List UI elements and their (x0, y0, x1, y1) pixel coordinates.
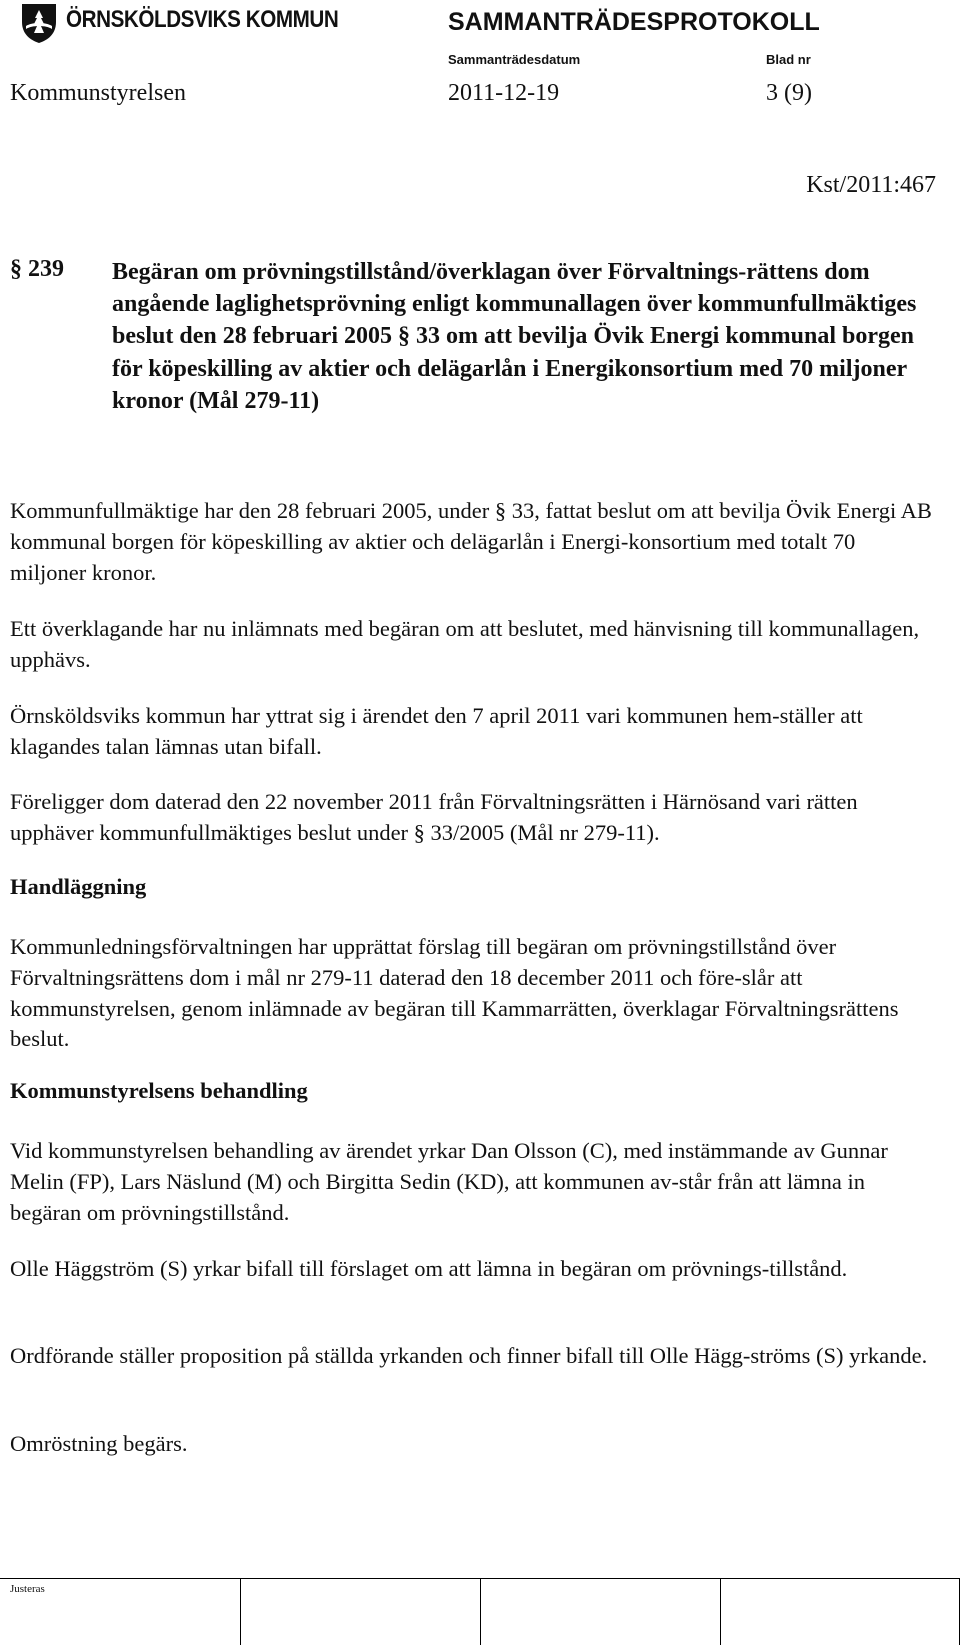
body-paragraph: Ett överklagande har nu inlämnats med begäran om att beslutet, med hänvisning till kommunallagen, upphävs. (10, 616, 920, 672)
behandling-paragraph: Ordförande ställer proposition på ställda yrkanden och finner bifall till Olle Hägg-ströms (S) yrkande. (10, 1343, 928, 1368)
behandling-paragraph: Vid kommunstyrelsen behandling av ärendet yrkar Dan Olsson (C), med instämmande av Gunnar Melin (FP), Lars Näslund (M) och Birgitta Sedin (KD), att kommunen av-står från att lämna in begäran om prövningstillstånd. (10, 1138, 888, 1225)
organization-name: ÖRNSKÖLDSVIKS KOMMUN (66, 6, 339, 33)
page-number: 3 (9) (766, 80, 812, 106)
section-heading-handlaggning: Handläggning (10, 874, 147, 899)
behandling-paragraph: Omröstning begärs. (10, 1431, 188, 1456)
governing-body: Kommunstyrelsen (10, 80, 186, 106)
meeting-date: 2011-12-19 (448, 80, 560, 106)
signature-cell (240, 1579, 481, 1645)
item-title: Begäran om prövningstillstånd/överklagan över Förvaltnings-rättens dom angående laglighetsprövning enligt kommunallagen över kommunfullmäktiges beslut den 28 februari 2005 § 33 om att bevilja Övik Energi kommunal borgen för köpeskilling av aktier och delägarlån i Energikonsortium med 70 miljoner kronor (Mål 279-11) (112, 259, 917, 414)
behandling-paragraph: Olle Häggström (S) yrkar bifall till förslaget om att lämna in begäran om prövnings-tillstånd. (10, 1256, 848, 1281)
case-reference: Kst/2011:467 (806, 172, 936, 198)
signature-table (0, 1578, 960, 1646)
page-number-label: Blad nr (766, 52, 811, 67)
signature-cell (720, 1579, 960, 1645)
municipal-coat-of-arms-icon (20, 2, 58, 44)
signature-label: Justeras (10, 1583, 45, 1595)
handlaggning-text: Kommunledningsförvaltningen har upprättat förslag till begäran om prövningstillstånd över Förvaltningsrättens dom i mål nr 279-11 daterad den 18 december 2011 och före-slår att kommunstyrelsen, genom inlämnade av begäran till Kammarrätten, överklagar Förvaltningsrättens beslut. (10, 934, 899, 1052)
section-heading-behandling: Kommunstyrelsens behandling (10, 1078, 308, 1103)
meeting-date-label: Sammanträdesdatum (448, 52, 581, 67)
body-paragraph: Kommunfullmäktige har den 28 februari 2005, under § 33, fattat beslut om att bevilja Övik Energi AB kommunal borgen för köpeskilling av aktier och delägarlån i Energi-konsortium med totalt 70 miljoner kronor. (10, 498, 932, 585)
item-number: § 239 (10, 256, 64, 282)
signature-cell (480, 1579, 721, 1645)
document-type: SAMMANTRÄDESPROTOKOLL (448, 8, 820, 36)
body-paragraph: Örnsköldsviks kommun har yttrat sig i ärendet den 7 april 2011 vari kommunen hem-ställer att klagandes talan lämnas utan bifall. (10, 703, 863, 759)
body-paragraph: Föreligger dom daterad den 22 november 2011 från Förvaltningsrätten i Härnösand vari rätten upphäver kommunfullmäktiges beslut under § 33/2005 (Mål nr 279-11). (10, 789, 858, 845)
signature-cell (0, 1579, 241, 1645)
